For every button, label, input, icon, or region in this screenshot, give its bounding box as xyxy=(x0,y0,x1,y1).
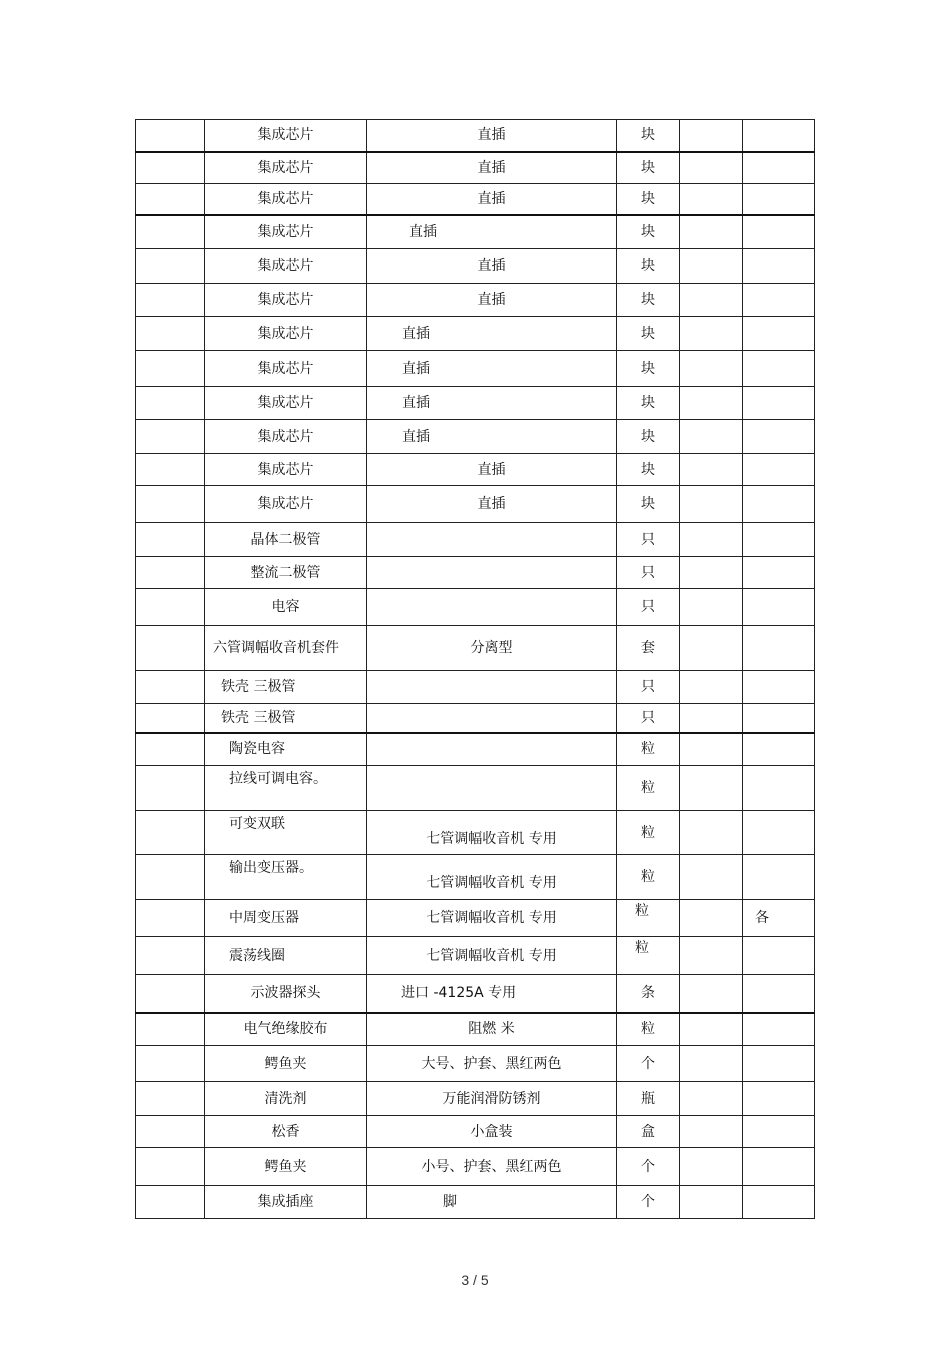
index-cell xyxy=(136,215,205,249)
item-unit-cell: 块 xyxy=(617,120,680,152)
item-spec-cell: 直插 xyxy=(367,284,617,317)
item-unit-cell: 粒 xyxy=(617,900,680,937)
note-cell xyxy=(743,317,815,351)
table-row xyxy=(136,975,815,1013)
index-cell xyxy=(136,671,205,704)
page-number: 3 / 5 xyxy=(461,1272,489,1288)
note-cell xyxy=(743,975,815,1013)
quantity-cell xyxy=(680,486,743,523)
item-unit-cell: 只 xyxy=(617,589,680,626)
table-row xyxy=(136,1116,815,1148)
item-unit-cell: 个 xyxy=(617,1148,680,1186)
item-unit-cell: 块 xyxy=(617,152,680,184)
index-cell xyxy=(136,589,205,626)
index-cell xyxy=(136,152,205,184)
note-cell xyxy=(743,486,815,523)
quantity-cell xyxy=(680,766,743,811)
note-cell xyxy=(743,351,815,387)
item-spec-cell: 七管调幅收音机 专用 xyxy=(367,855,617,900)
quantity-cell xyxy=(680,215,743,249)
quantity-cell xyxy=(680,626,743,671)
item-unit-cell: 只 xyxy=(617,671,680,704)
table-row xyxy=(136,811,815,855)
quantity-cell xyxy=(680,811,743,855)
item-name-cell: 示波器探头 xyxy=(205,975,367,1013)
item-name-cell: 中周变压器 xyxy=(205,900,367,937)
item-name-cell: 集成芯片 xyxy=(205,454,367,486)
item-unit-cell: 块 xyxy=(617,454,680,486)
materials-table xyxy=(135,119,815,1219)
note-cell xyxy=(743,184,815,215)
table-row xyxy=(136,249,815,284)
quantity-cell xyxy=(680,1186,743,1219)
note-cell xyxy=(743,454,815,486)
index-cell xyxy=(136,1082,205,1116)
item-unit-cell: 块 xyxy=(617,387,680,420)
quantity-cell xyxy=(680,184,743,215)
item-name-cell: 拉线可调电容。 xyxy=(205,766,367,811)
table-row xyxy=(136,523,815,557)
item-spec-cell: 分离型 xyxy=(367,626,617,671)
item-name-cell: 鳄鱼夹 xyxy=(205,1046,367,1082)
index-cell xyxy=(136,486,205,523)
index-cell xyxy=(136,184,205,215)
note-cell xyxy=(743,1082,815,1116)
index-cell xyxy=(136,1148,205,1186)
index-cell xyxy=(136,120,205,152)
item-unit-cell: 块 xyxy=(617,184,680,215)
quantity-cell xyxy=(680,1116,743,1148)
index-cell xyxy=(136,1186,205,1219)
item-name-cell: 集成芯片 xyxy=(205,152,367,184)
item-unit-cell: 块 xyxy=(617,351,680,387)
quantity-cell xyxy=(680,1148,743,1186)
item-unit-cell: 盒 xyxy=(617,1116,680,1148)
table-row xyxy=(136,1148,815,1186)
item-spec-cell: 直插 xyxy=(367,152,617,184)
note-cell xyxy=(743,626,815,671)
index-cell xyxy=(136,626,205,671)
quantity-cell xyxy=(680,1013,743,1046)
index-cell xyxy=(136,557,205,589)
item-spec-cell: 直插 xyxy=(367,454,617,486)
note-cell xyxy=(743,733,815,766)
note-cell xyxy=(743,120,815,152)
table-row xyxy=(136,454,815,486)
item-unit-cell: 个 xyxy=(617,1186,680,1219)
item-name-cell: 集成芯片 xyxy=(205,215,367,249)
table-row xyxy=(136,1046,815,1082)
item-spec-cell: 直插 xyxy=(367,351,617,387)
index-cell xyxy=(136,733,205,766)
note-cell xyxy=(743,811,815,855)
item-name-cell: 清洗剂 xyxy=(205,1082,367,1116)
quantity-cell xyxy=(680,152,743,184)
quantity-cell xyxy=(680,523,743,557)
table-row xyxy=(136,387,815,420)
note-cell xyxy=(743,1148,815,1186)
index-cell xyxy=(136,704,205,733)
item-name-cell: 六管调幅收音机套件 xyxy=(205,626,367,671)
index-cell xyxy=(136,975,205,1013)
item-spec-cell: 小号、护套、黑红两色 xyxy=(367,1148,617,1186)
note-cell xyxy=(743,420,815,454)
note-cell xyxy=(743,589,815,626)
table-row xyxy=(136,184,815,215)
item-unit-cell: 只 xyxy=(617,557,680,589)
index-cell xyxy=(136,900,205,937)
item-spec-cell xyxy=(367,589,617,626)
item-unit-cell: 套 xyxy=(617,626,680,671)
item-spec-cell: 阻燃 米 xyxy=(367,1013,617,1046)
item-name-cell: 铁壳 三极管 xyxy=(205,704,367,733)
item-name-cell: 电气绝缘胶布 xyxy=(205,1013,367,1046)
item-name-cell: 集成芯片 xyxy=(205,249,367,284)
table-row xyxy=(136,671,815,704)
item-name-cell: 晶体二极管 xyxy=(205,523,367,557)
note-cell xyxy=(743,557,815,589)
item-name-cell: 震荡线圈 xyxy=(205,937,367,975)
item-unit-cell: 条 xyxy=(617,975,680,1013)
item-name-cell: 集成芯片 xyxy=(205,387,367,420)
item-unit-cell: 瓶 xyxy=(617,1082,680,1116)
item-unit-cell: 块 xyxy=(617,249,680,284)
item-name-cell: 鳄鱼夹 xyxy=(205,1148,367,1186)
item-spec-cell xyxy=(367,523,617,557)
item-name-cell: 松香 xyxy=(205,1116,367,1148)
item-name-cell: 集成插座 xyxy=(205,1186,367,1219)
item-spec-cell: 直插 xyxy=(367,387,617,420)
item-unit-cell: 块 xyxy=(617,284,680,317)
item-name-cell: 陶瓷电容 xyxy=(205,733,367,766)
item-name-cell: 集成芯片 xyxy=(205,184,367,215)
item-unit-cell: 块 xyxy=(617,420,680,454)
item-unit-cell: 只 xyxy=(617,704,680,733)
table-row xyxy=(136,704,815,733)
item-name-cell: 集成芯片 xyxy=(205,351,367,387)
item-unit-cell: 粒 xyxy=(617,855,680,900)
quantity-cell xyxy=(680,704,743,733)
item-spec-cell: 小盒装 xyxy=(367,1116,617,1148)
item-name-cell: 可变双联 xyxy=(205,811,367,855)
index-cell xyxy=(136,1116,205,1148)
note-cell xyxy=(743,1046,815,1082)
table-row xyxy=(136,317,815,351)
note-cell xyxy=(743,215,815,249)
item-name-cell: 集成芯片 xyxy=(205,486,367,523)
index-cell xyxy=(136,1046,205,1082)
item-name-cell: 整流二极管 xyxy=(205,557,367,589)
item-spec-cell xyxy=(367,557,617,589)
table-row xyxy=(136,152,815,184)
item-spec-cell: 直插 xyxy=(367,420,617,454)
item-name-cell: 输出变压器。 xyxy=(205,855,367,900)
item-spec-cell xyxy=(367,671,617,704)
table-row xyxy=(136,937,815,975)
index-cell xyxy=(136,317,205,351)
quantity-cell xyxy=(680,589,743,626)
table-row xyxy=(136,900,815,937)
index-cell xyxy=(136,249,205,284)
quantity-cell xyxy=(680,733,743,766)
table-row xyxy=(136,766,815,811)
item-unit-cell: 只 xyxy=(617,523,680,557)
item-unit-cell: 块 xyxy=(617,317,680,351)
note-cell xyxy=(743,523,815,557)
item-spec-cell: 七管调幅收音机 专用 xyxy=(367,811,617,855)
index-cell xyxy=(136,351,205,387)
item-unit-cell: 个 xyxy=(617,1046,680,1082)
item-spec-cell: 七管调幅收音机 专用 xyxy=(367,937,617,975)
index-cell xyxy=(136,1013,205,1046)
note-cell xyxy=(743,1116,815,1148)
item-spec-cell xyxy=(367,766,617,811)
item-spec-cell: 直插 xyxy=(367,486,617,523)
index-cell xyxy=(136,937,205,975)
table-row xyxy=(136,855,815,900)
quantity-cell xyxy=(680,420,743,454)
table-row xyxy=(136,420,815,454)
item-spec-cell: 直插 xyxy=(367,249,617,284)
table-row xyxy=(136,120,815,152)
quantity-cell xyxy=(680,120,743,152)
note-cell xyxy=(743,671,815,704)
quantity-cell xyxy=(680,317,743,351)
quantity-cell xyxy=(680,900,743,937)
item-name-cell: 铁壳 三极管 xyxy=(205,671,367,704)
note-cell xyxy=(743,937,815,975)
item-spec-cell: 直插 xyxy=(367,120,617,152)
table-row xyxy=(136,1186,815,1219)
item-spec-cell: 直插 xyxy=(367,184,617,215)
table-row xyxy=(136,733,815,766)
index-cell xyxy=(136,420,205,454)
note-cell xyxy=(743,249,815,284)
item-spec-cell: 大号、护套、黑红两色 xyxy=(367,1046,617,1082)
item-spec-cell: 万能润滑防锈剂 xyxy=(367,1082,617,1116)
note-cell xyxy=(743,855,815,900)
table-row xyxy=(136,1082,815,1116)
item-unit-cell: 粒 xyxy=(617,811,680,855)
item-spec-cell: 进口 -4125A 专用 xyxy=(367,975,617,1013)
note-cell xyxy=(743,152,815,184)
note-cell xyxy=(743,387,815,420)
item-spec-cell xyxy=(367,704,617,733)
item-unit-cell: 粒 xyxy=(617,733,680,766)
table-row xyxy=(136,215,815,249)
note-cell xyxy=(743,284,815,317)
item-name-cell: 电容 xyxy=(205,589,367,626)
quantity-cell xyxy=(680,284,743,317)
index-cell xyxy=(136,523,205,557)
index-cell xyxy=(136,811,205,855)
quantity-cell xyxy=(680,387,743,420)
index-cell xyxy=(136,387,205,420)
item-name-cell: 集成芯片 xyxy=(205,284,367,317)
note-cell xyxy=(743,1186,815,1219)
table-row xyxy=(136,589,815,626)
item-spec-cell xyxy=(367,733,617,766)
item-spec-cell: 直插 xyxy=(367,317,617,351)
quantity-cell xyxy=(680,671,743,704)
item-name-cell: 集成芯片 xyxy=(205,420,367,454)
item-unit-cell: 块 xyxy=(617,215,680,249)
table-row xyxy=(136,486,815,523)
index-cell xyxy=(136,454,205,486)
note-cell xyxy=(743,766,815,811)
note-cell xyxy=(743,1013,815,1046)
quantity-cell xyxy=(680,1046,743,1082)
quantity-cell xyxy=(680,557,743,589)
quantity-cell xyxy=(680,937,743,975)
index-cell xyxy=(136,766,205,811)
item-unit-cell: 粒 xyxy=(617,766,680,811)
table-row xyxy=(136,1013,815,1046)
note-cell: 各 xyxy=(743,900,815,937)
index-cell xyxy=(136,284,205,317)
item-name-cell: 集成芯片 xyxy=(205,120,367,152)
item-spec-cell: 直插 xyxy=(367,215,617,249)
quantity-cell xyxy=(680,855,743,900)
table-row xyxy=(136,284,815,317)
quantity-cell xyxy=(680,249,743,284)
quantity-cell xyxy=(680,975,743,1013)
item-unit-cell: 粒 xyxy=(617,1013,680,1046)
item-unit-cell: 块 xyxy=(617,486,680,523)
quantity-cell xyxy=(680,1082,743,1116)
quantity-cell xyxy=(680,351,743,387)
note-cell xyxy=(743,704,815,733)
table-row xyxy=(136,557,815,589)
item-unit-cell: 粒 xyxy=(617,937,680,975)
table-row xyxy=(136,626,815,671)
quantity-cell xyxy=(680,454,743,486)
item-spec-cell: 七管调幅收音机 专用 xyxy=(367,900,617,937)
index-cell xyxy=(136,855,205,900)
table-row xyxy=(136,351,815,387)
item-name-cell: 集成芯片 xyxy=(205,317,367,351)
item-spec-cell: 脚 xyxy=(367,1186,617,1219)
